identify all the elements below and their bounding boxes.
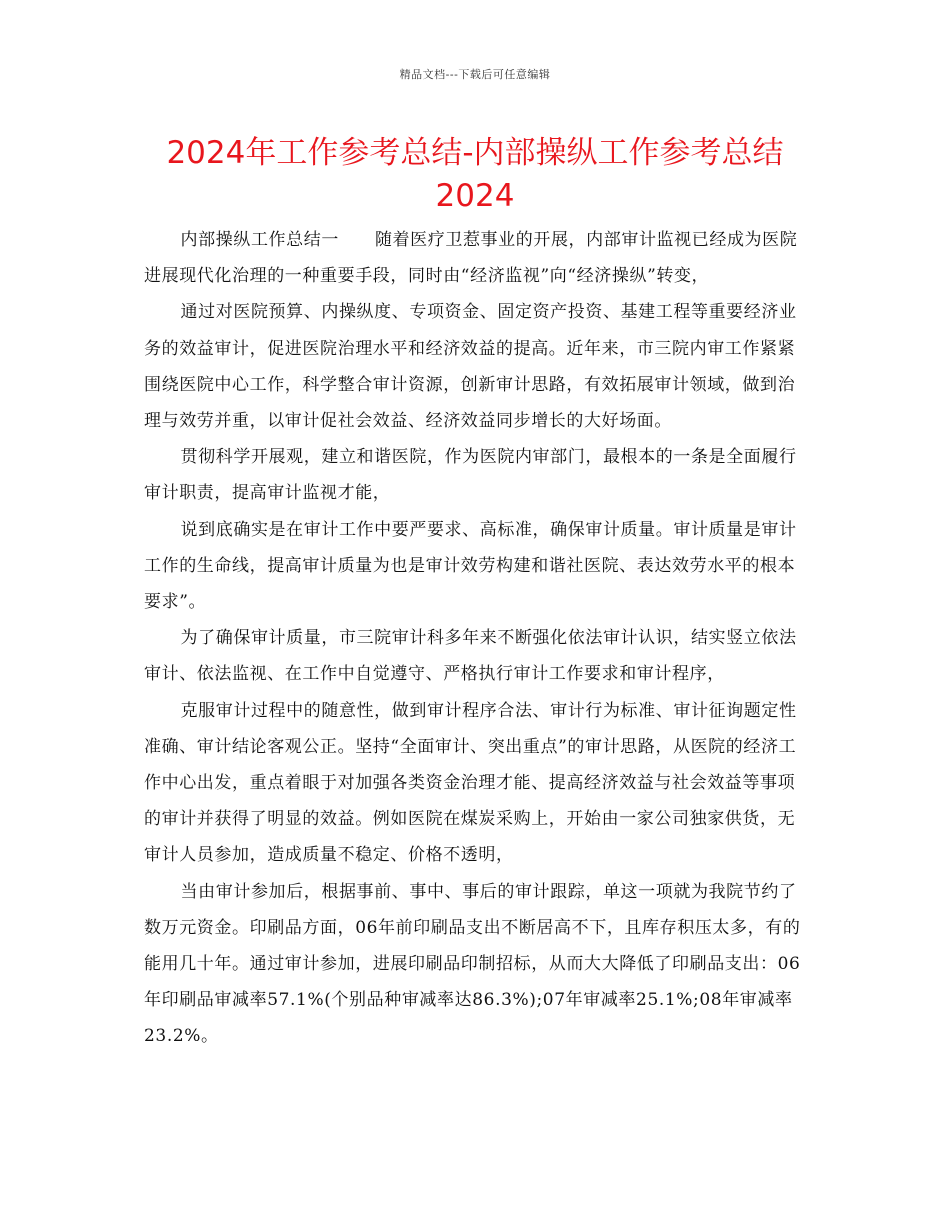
document-body (144, 222, 806, 1055)
paragraph (144, 222, 806, 294)
paragraph: 为了确保审计质量，市三院审计科多年来不断强化依法审计认识，结实竖立依法审计、依法监视、在工作中自觉遵守、严格执行审计工作要求和审计程序， (144, 628, 797, 685)
paragraph: 说到底确实是在审计工作中要严要求、高标准，确保审计质量。审计质量是审计工作的生命线，提高审计质量为也是审计效劳构建和谐社医院、表达效劳水平的根本要求”。 (144, 519, 797, 613)
paragraph-text: 随着医疗卫惹事业的开展，内部审计监视已经成为医院进展现代化治理的一种重要手段，同时由“经济监视”向“经济操纵”转变， (144, 230, 798, 287)
paragraph: 贯彻科学开展观，建立和谐医院，作为医院内审部门，最根本的一条是全面履行审计职责，提高审计监视才能， (144, 447, 797, 504)
section-lead: 内部操纵工作总结一 (180, 230, 339, 250)
paragraph: 克服审计过程中的随意性，做到审计程序合法、审计行为标准、审计征询题定性准确、审计结论客观公正。坚持“全面审计、突出重点”的审计思路，从医院的经济工作中心出发，重点着眼于对加强各类资金治理才能、提高经济效益与社会效益等事项的审计并获得了明显的效益。例如医院在煤炭采购上，开始由一家公司独家供货，无审计人员参加，造成质量不稳定、价格不透明， (144, 700, 797, 866)
document-title: 2024年工作参考总结-内部操纵工作参考总结2024 (166, 135, 784, 214)
paragraph: 通过对医院预算、内操纵度、专项资金、固定资产投资、基建工程等重要经济业务的效益审计，促进医院治理水平和经济效益的提高。近年来，市三院内审工作紧紧围绕医院中心工作，科学整合审计资源，创新审计思路，有效拓展审计领域，做到治理与效劳并重，以审计促社会效益、经济效益同步增长的大好场面。 (144, 302, 797, 432)
header-note: 精品文档---下载后可任意编辑 (399, 68, 551, 81)
paragraph: 当由审计参加后，根据事前、事中、事后的审计跟踪，单这一项就为我院节约了数万元资金。印刷品方面，06年前印刷品支出不断居高不下，且库存积压太多，有的能用几十年。通过审计参加，进展印刷品印制招标，从而大大降低了印刷品支出：06年印刷品审减率57.1%(个别品种审减率达86.3%);07年审减率25.1%;08年审减率23.2%。 (144, 881, 801, 1047)
